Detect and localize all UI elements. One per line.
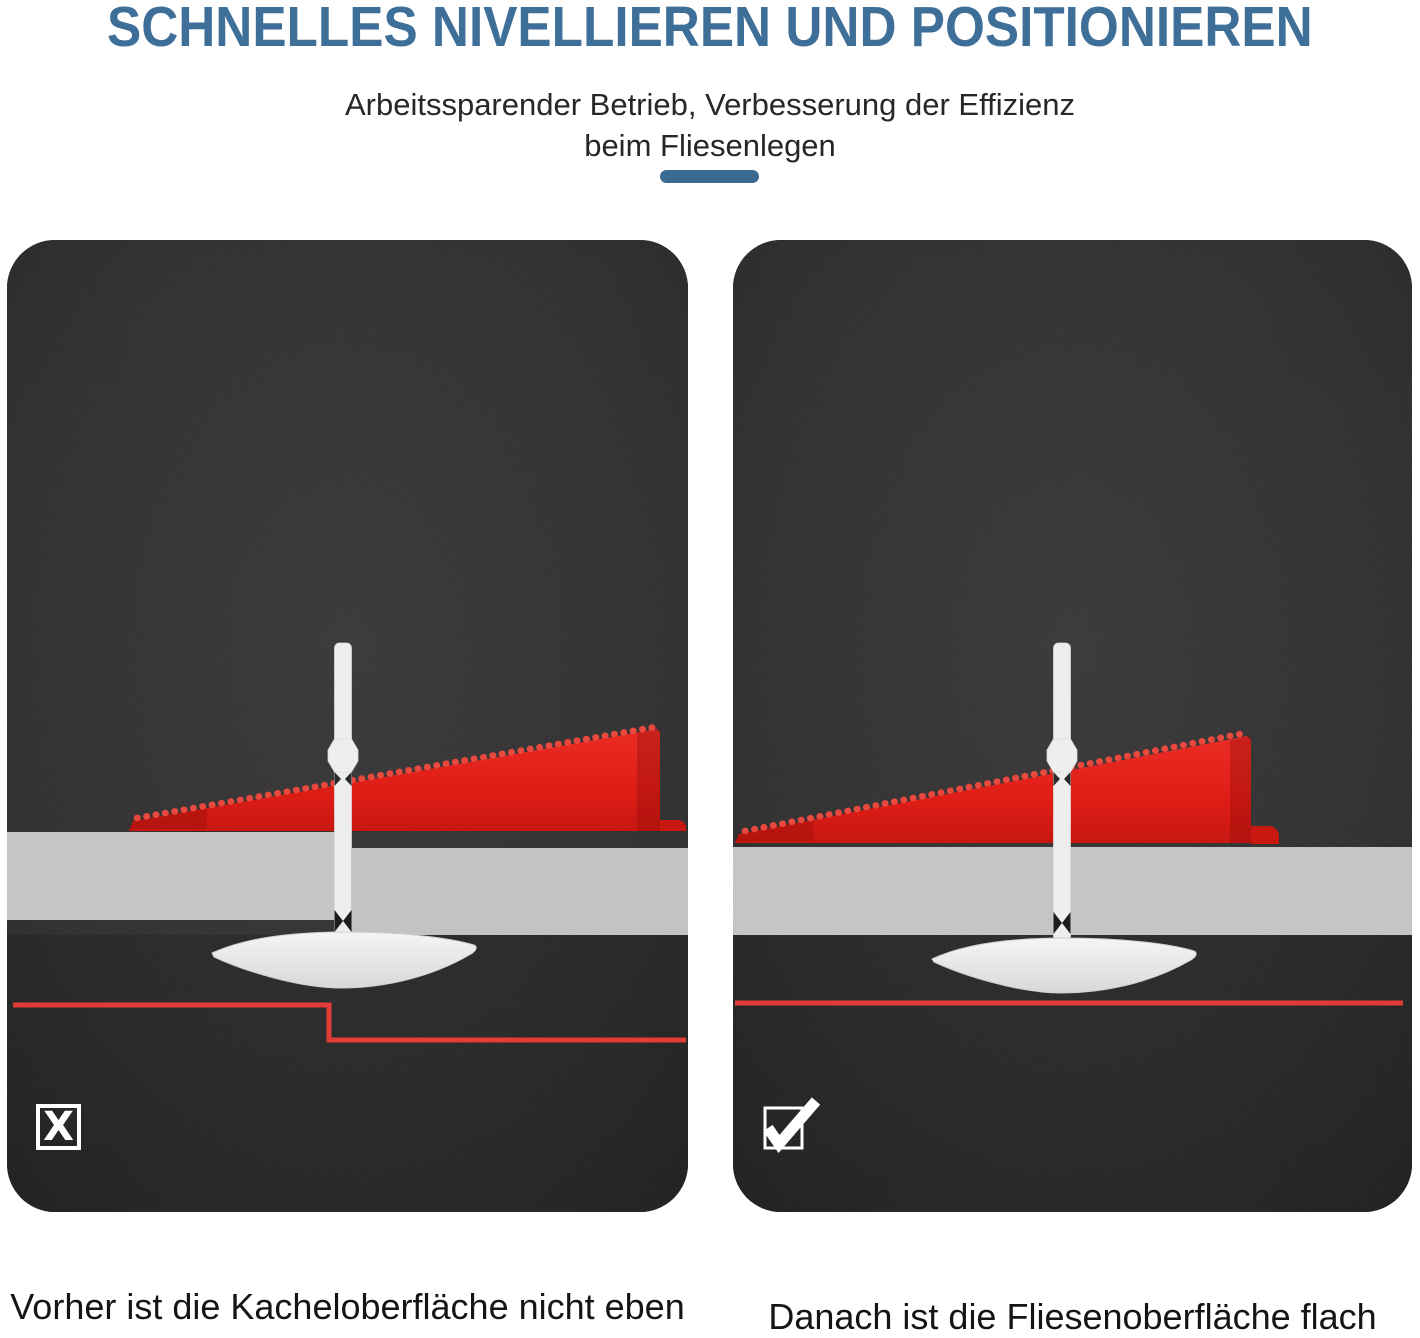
page-subtitle [0, 84, 1420, 166]
x-mark-glyph: X [43, 1104, 74, 1150]
before-panel [7, 240, 688, 1212]
section-divider [660, 170, 759, 183]
caption-before: Vorher ist die Kacheloberfläche nicht eben [10, 1286, 685, 1327]
after-panel-illustration [733, 240, 1412, 1212]
page-title-text: SCHNELLES NIVELLIEREN UND POSITIONIEREN [107, 0, 1313, 59]
x-mark-icon [38, 1104, 79, 1150]
subtitle-line-2: beim Fliesenlegen [584, 128, 836, 163]
subtitle-line-1: Arbeitssparender Betrieb, Verbesserung der Effizienz [344, 87, 1076, 122]
after-panel [733, 240, 1412, 1212]
caption-after: Danach ist die Fliesenoberfläche flach [768, 1296, 1377, 1337]
before-panel-illustration [7, 240, 688, 1212]
page-title [0, 0, 1420, 60]
